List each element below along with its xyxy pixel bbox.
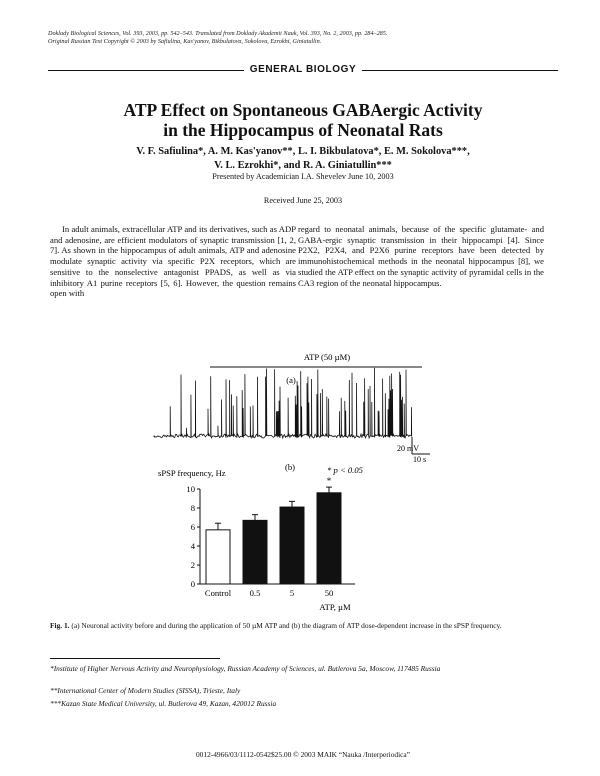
y-tick-label: 6 (190, 522, 195, 532)
footnote-3: ***Kazan State Medical University, ul. Butlerova 49, Kazan, 420012 Russia (50, 699, 277, 708)
bar (280, 507, 304, 584)
authors (48, 145, 558, 173)
figure-b-bar-chart (150, 460, 410, 625)
y-tick-label: 0 (190, 579, 195, 589)
section-heading (48, 64, 558, 78)
figure-b-label: (b) (284, 462, 296, 472)
bar (243, 520, 267, 584)
scale-bar-mv: 20 mV (397, 444, 419, 453)
atp-label: ATP (50 µM) (303, 352, 351, 362)
copyright-footer: 0012-4966/03/1112-0542$25.00 © 2003 MAIK “Nauka /Interperiodica” (195, 750, 410, 759)
y-tick-label: 4 (190, 541, 195, 551)
received-date: Received June 25, 2003 (263, 196, 343, 205)
significance-marker: * (326, 476, 332, 487)
voltage-trace (154, 368, 412, 438)
journal-header-line2: Original Russian Text Copyright © 2003 by Safiulina, Kas'yanov, Bikbulatova, Sokolova, Ezrokhi, Giniatullin. (48, 38, 322, 45)
x-tick-label: Control (204, 588, 232, 598)
y-tick-label: 2 (190, 560, 195, 570)
figure-caption (50, 621, 560, 630)
y-tick-label: 10 (186, 484, 195, 494)
article-title (48, 100, 558, 140)
x-tick-label: 50 (324, 588, 334, 598)
y-axis-label: sPSP frequency, Hz (158, 468, 226, 478)
section-label: GENERAL BIOLOGY (244, 64, 363, 75)
x-tick-label: 5 (289, 588, 295, 598)
authors-line2: V. L. Ezrokhi*, and R. A. Giniatullin*** (214, 160, 392, 171)
title-line1: ATP Effect on Spontaneous GABAergic Activity (123, 100, 483, 120)
caption-label: Fig. 1. (50, 621, 70, 630)
x-tick-label: 0.5 (249, 588, 261, 598)
presented-by: Presented by Academician I.A. Shevelev June 10, 2003 (212, 172, 394, 181)
scale-bar-s: 10 s (413, 455, 427, 464)
body-text-right: regard to neonatal animals, because of the specific glutamate- and GABA-ergic synaptic transmission in their hippocampi [4]. Since P2X2, P2X4, and P2X6 purine receptors have been detected by immunohistochemical methods in the neonatal hippocampus [8], we studied the ATP effect on the synaptic activity of pyramidal cells in the CA3 region of the neonatal hippocampus. (298, 224, 544, 288)
footnote-1: *Institute of Higher Nervous Activity and Neurophysiology, Russian Academy of Sciences, ul. Butlerova 5a, Moscow, 117485 Russia (50, 664, 441, 673)
authors-line1: V. F. Safiulina*, A. M. Kas'yanov**, L. I. Bikbulatova*, E. M. Sokolova***, (136, 146, 470, 157)
footnote-2: **International Center of Modern Studies (SISSA), Trieste, Italy (50, 686, 241, 695)
x-axis-label: ATP, µM (319, 602, 351, 612)
caption-text: (a) Neuronal activity before and during the application of 50 µM ATP and (b) the diagram of ATP dose-dependent increase in the sPSP frequency. (69, 621, 502, 630)
body-text-left: In adult animals, extracellular ATP and its derivatives, such as ADP and adenosine, are efficient modulators of synaptic transmission [1, 2, 7]. As shown in the hippocampus of adult animals, ATP and adenosine modulate synaptic activity via specific P2X receptors, which are sensitive to the nonselective antagonist PPADS, as well as via inhibitory A1 purine receptors [5, 6]. However, the question remains open with (50, 224, 296, 299)
significance-note: * p < 0.05 (327, 465, 363, 475)
journal-header (48, 30, 558, 46)
bar (317, 493, 341, 584)
figure-a-label: (a) (286, 375, 296, 385)
y-tick-label: 8 (190, 503, 195, 513)
journal-header-line1: Doklady Biological Sciences, Vol. 393, 2003, pp. 542–543. Translated from Doklady Akademii Nauk, Vol. 393, No. 2, 2003, pp. 284–285. (48, 30, 388, 37)
figure-a-trace (100, 350, 520, 470)
title-line2: in the Hippocampus of Neonatal Rats (163, 120, 443, 140)
footnote-rule (50, 658, 220, 659)
bar (206, 530, 230, 584)
